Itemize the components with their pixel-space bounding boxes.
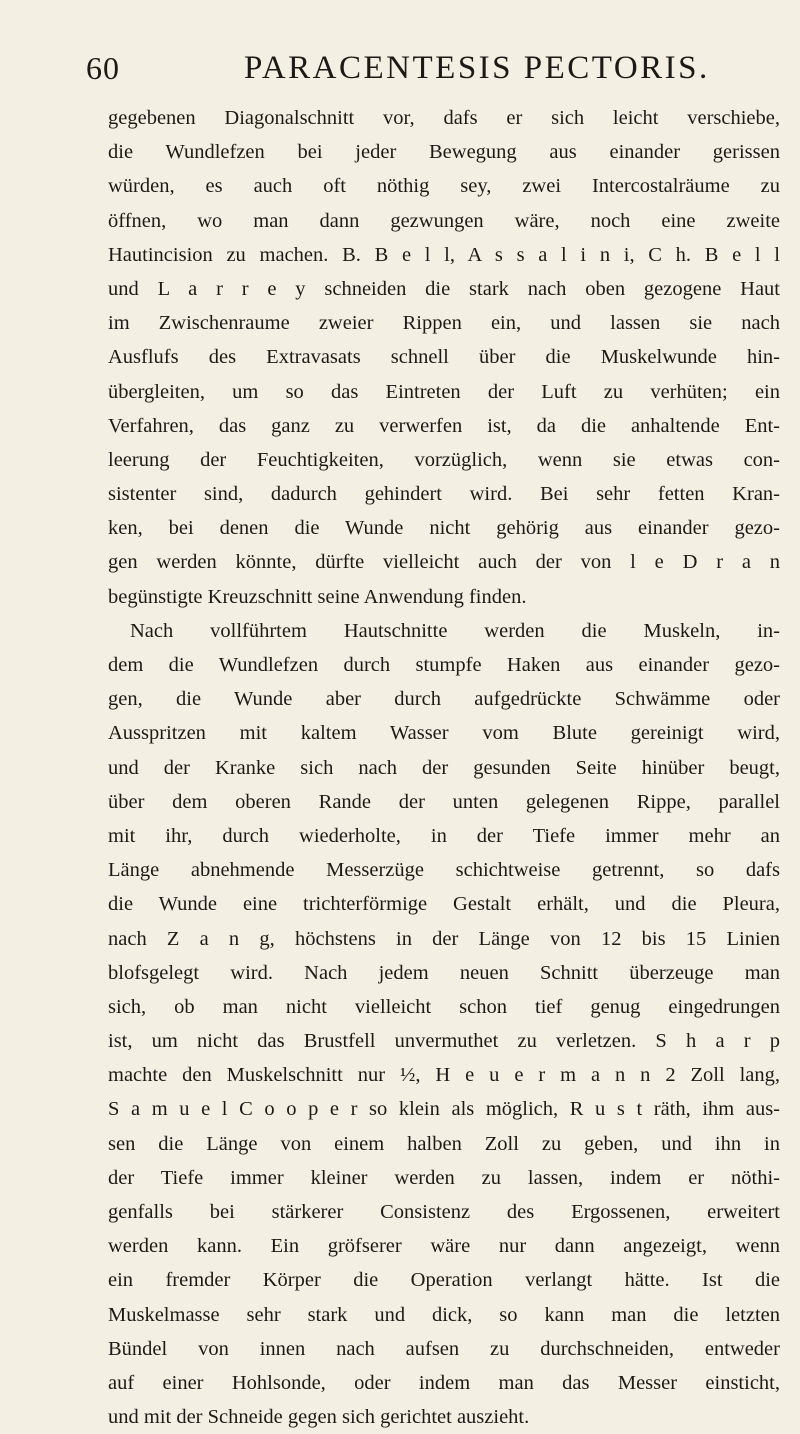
text-line: Ausflufs des Extravasats schnell über die Muskelwunde hin- [108,346,780,369]
text-line: ken, bei denen die Wunde nicht gehörig aus einander gezo- [108,517,780,540]
text-line: Nach vollführtem Hautschnitte werden die Muskeln, in- [130,619,780,642]
text-line: über dem oberen Rande der unten gelegenen Rippe, parallel [108,790,780,813]
text-line: würden, es auch oft nöthig sey, zwei Intercostalräume zu [108,175,780,198]
text-line: Ausspritzen mit kaltem Wasser vom Blute gereinigt wird, [108,722,780,745]
page-number: 60 [86,50,120,86]
text-line: gen, die Wunde aber durch aufgedrückte Schwämme oder [108,688,780,711]
text-line: ein fremder Körper die Operation verlangt hätte. Ist die [108,1269,780,1292]
page-header [86,50,786,100]
text-line: Verfahren, das ganz zu verwerfen ist, da die anhaltende Ent- [108,414,780,437]
text-line: Bündel von innen nach aufsen zu durchschneiden, entweder [108,1337,780,1360]
text-line: sistenter sind, dadurch gehindert wird. Bei sehr fetten Kran- [108,483,780,506]
text-line: Hautincision zu machen. B. B e l l, A s s a l i n i, C h. B e l l [108,243,780,266]
text-line: genfalls bei stärkerer Consistenz des Ergossenen, erweitert [108,1201,780,1223]
text-line: Muskelmasse sehr stark und dick, so kann man die letzten [108,1303,780,1326]
text-line: und L a r r e y schneiden die stark nach oben gezogene Haut [108,277,780,300]
running-head: PARACENTESIS PECTORIS. [244,50,710,86]
text-line: werden kann. Ein gröfserer wäre nur dann angezeigt, wenn [108,1235,780,1258]
text-line: machte den Muskelschnitt nur ½, H e u e r m a n n 2 Zoll lang, [108,1064,780,1087]
text-line: mit ihr, durch wiederholte, in der Tiefe immer mehr an [108,824,780,847]
text-line: dem die Wundlefzen durch stumpfe Haken aus einander gezo- [108,654,780,676]
text-line: öffnen, wo man dann gezwungen wäre, noch eine zweite [108,209,780,232]
text-line: blofsgelegt wird. Nach jedem neuen Schnitt überzeuge man [108,961,780,984]
text-line: auf einer Hohlsonde, oder indem man das Messer einsticht, [108,1371,780,1394]
text-line: nach Z a n g, höchstens in der Länge von 12 bis 15 Linien [108,927,780,950]
text-line: im Zwischenraume zweier Rippen ein, und lassen sie nach [108,312,780,335]
text-line: gen werden könnte, dürfte vielleicht auch der von l e D r a n [108,551,780,574]
text-line: die Wunde eine trichterförmige Gestalt erhält, und die Pleura, [108,893,780,916]
text-line: ist, um nicht das Brustfell unvermuthet zu verletzen. S h a r p [108,1030,780,1053]
text-line: und mit der Schneide gegen sich gerichtet auszieht. [108,1406,530,1429]
text-line: und der Kranke sich nach der gesunden Seite hinüber beugt, [108,756,780,779]
text-line: Länge abnehmende Messerzüge schichtweise getrennt, so dafs [108,859,780,882]
text-line: die Wundlefzen bei jeder Bewegung aus einander gerissen [108,141,780,164]
text-line: der Tiefe immer kleiner werden zu lassen, indem er nöthi- [108,1166,780,1189]
text-line: S a m u e l C o o p e r so klein als möglich, R u s t räth, ihm aus- [108,1098,780,1121]
text-line: sen die Länge von einem halben Zoll zu geben, und ihn in [108,1132,780,1155]
text-line: gegebenen Diagonalschnitt vor, dafs er sich leicht verschiebe, [108,107,780,129]
body-text [108,101,780,1434]
text-line: übergleiten, um so das Eintreten der Luft zu verhüten; ein [108,380,780,403]
text-line: leerung der Feuchtigkeiten, vorzüglich, wenn sie etwas con- [108,448,780,471]
text-line: sich, ob man nicht vielleicht schon tief genug eingedrungen [108,995,780,1018]
text-line: begünstigte Kreuzschnitt seine Anwendung finden. [108,585,527,608]
